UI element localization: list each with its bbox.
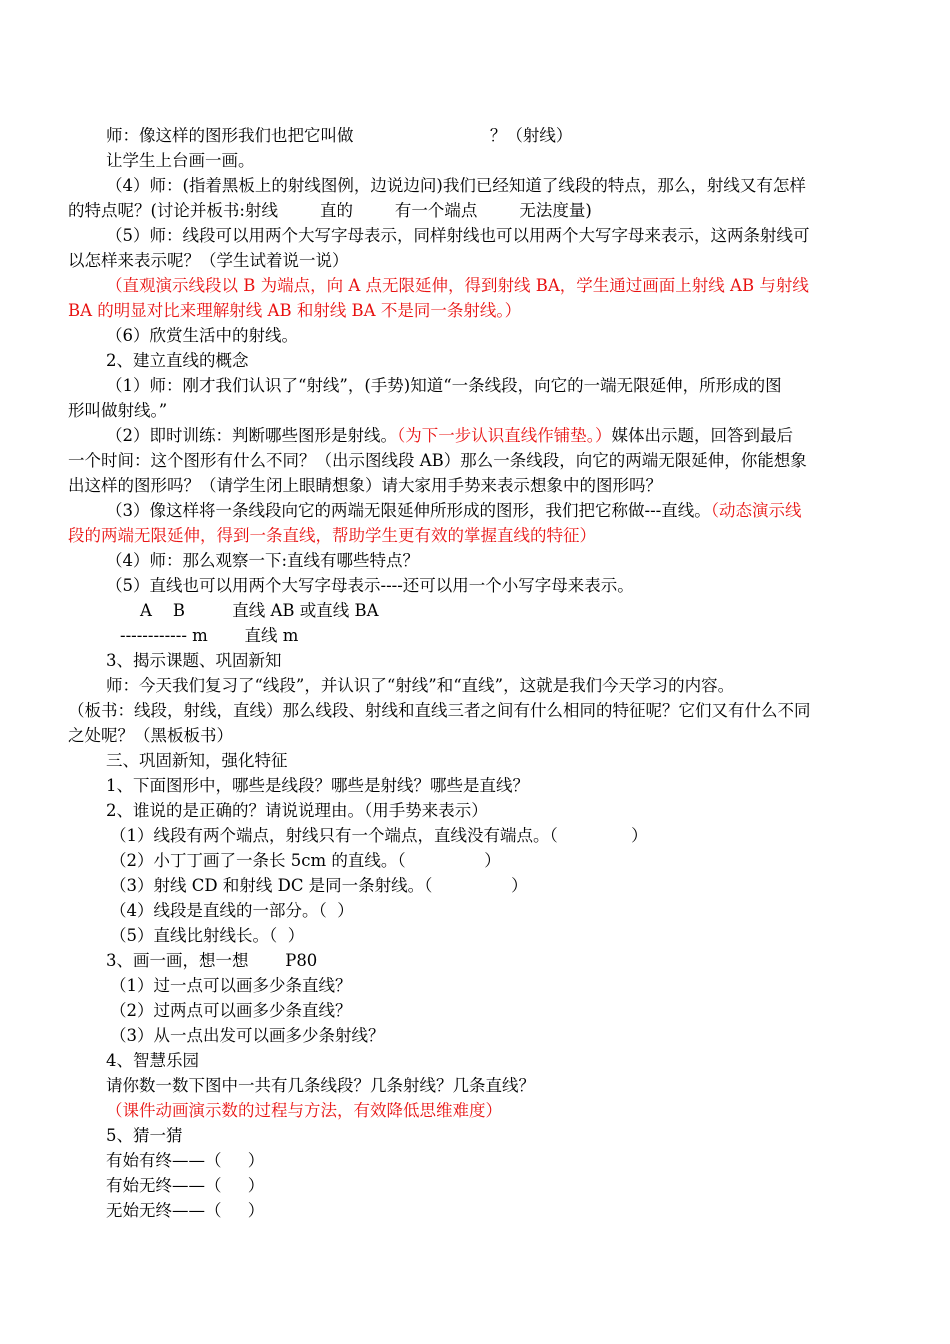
exercise-item: （3）从一点出发可以画多少条射线？: [110, 1026, 385, 1045]
text-line: 师：像这样的图形我们也把它叫做 ？（射线）: [106, 126, 573, 145]
text-line: （板书：线段，射线，直线）那么线段、射线和直线三者之间有什么相同的特征呢？它们又有什么不同: [68, 701, 811, 720]
annotation-segment: （动态演示线: [710, 501, 802, 520]
text-line: （4）师：那么观察一下:直线有哪些特点？: [106, 551, 420, 570]
text-segment: 媒体出示题，回答到最后: [611, 426, 793, 445]
text-line: （5）师：线段可以用两个大写字母表示，同样射线也可以用两个大写字母来表示，这两条射线可: [106, 226, 810, 245]
exercise-item: （2）小丁丁画了一条长 5cm 的直线。（ ）: [110, 851, 501, 870]
text-line: 一个时间：这个图形有什么不同？（出示图线段 AB）那么一条线段，向它的两端无限延伸，你能想象: [68, 451, 807, 470]
exercise-item: 1、下面图形中，哪些是线段？哪些是射线？哪些是直线？: [106, 776, 529, 795]
text-line: 师：今天我们复习了“线段”，并认识了“射线”和“直线”，这就是我们今天学习的内容。: [106, 676, 735, 695]
exercise-item: （3）射线 CD 和射线 DC 是同一条射线。（ ）: [110, 876, 528, 895]
annotation-line: BA 的明显对比来理解射线 AB 和射线 BA 不是同一条射线。）: [68, 301, 522, 320]
text-line: （4）师：(指着黑板上的射线图例，边说边问)我们已经知道了线段的特点，那么，射线又有怎样: [106, 176, 806, 195]
section-heading: 3、揭示课题、巩固新知: [106, 651, 282, 670]
line-notation-example: ------------ m 直线 m: [120, 626, 299, 645]
section-heading: 三、巩固新知，强化特征: [106, 751, 288, 770]
text-segment: （3）像这样将一条线段向它的两端无限延伸所形成的图形，我们把它称做---直线。: [106, 501, 711, 520]
riddle-item: 无始无终——（ ）: [106, 1201, 265, 1220]
section-heading: 2、建立直线的概念: [106, 351, 249, 370]
line-notation-example: A B 直线 AB 或直线 BA: [140, 601, 379, 620]
text-line: 请你数一数下图中一共有几条线段？几条射线？几条直线？: [106, 1076, 535, 1095]
riddle-item: 有始无终——（ ）: [106, 1176, 265, 1195]
annotation-line: 段的两端无限延伸，得到一条直线，帮助学生更有效的掌握直线的特征）: [68, 526, 596, 545]
annotation-line: （直观演示线段以 B 为端点，向 A 点无限延伸，得到射线 BA，学生通过画面上射线 AB 与射线: [106, 276, 809, 295]
text-line: （1）师：刚才我们认识了“射线”，(手势)知道“一条线段，向它的一端无限延伸，所形成的图: [106, 376, 782, 395]
exercise-item: （2）过两点可以画多少条直线？: [110, 1001, 352, 1020]
text-line: （6）欣赏生活中的射线。: [106, 326, 298, 345]
exercise-item: （5）直线比射线长。（ ）: [110, 926, 305, 945]
exercise-item: 2、谁说的是正确的？请说说理由。（用手势来表示）: [106, 801, 488, 820]
text-line: 之处呢？（黑板板书）: [68, 726, 233, 745]
text-line: 形叫做射线。”: [68, 401, 168, 420]
text-line: 让学生上台画一画。: [106, 151, 255, 170]
exercise-item: （4）线段是直线的一部分。（ ）: [110, 901, 354, 920]
text-line: [106, 424, 793, 448]
text-line: [106, 499, 801, 523]
annotation-segment: （为下一步认识直线作铺垫。）: [397, 426, 612, 445]
text-line: （5）直线也可以用两个大写字母表示----还可以用一个小写字母来表示。: [106, 576, 634, 595]
exercise-item: 4、智慧乐园: [106, 1051, 199, 1070]
text-line: 出这样的图形吗？（请学生闭上眼睛想象）请大家用手势来表示想象中的图形吗？: [68, 476, 662, 495]
exercise-item: 5、猜一猜: [106, 1126, 183, 1145]
exercise-item: 3、画一画，想一想 P80: [106, 951, 318, 970]
annotation-line: （课件动画演示数的过程与方法，有效降低思维难度）: [106, 1101, 502, 1120]
text-segment: （2）即时训练：判断哪些图形是射线。: [106, 426, 397, 445]
riddle-item: 有始有终——（ ）: [106, 1151, 265, 1170]
exercise-item: （1）线段有两个端点，射线只有一个端点，直线没有端点。（ ）: [110, 826, 648, 845]
exercise-item: （1）过一点可以画多少条直线？: [110, 976, 352, 995]
text-line: 以怎样来表示呢？（学生试着说一说）: [68, 251, 349, 270]
text-line: 的特点呢？(讨论并板书:射线 直的 有一个端点 无法度量): [68, 201, 592, 220]
